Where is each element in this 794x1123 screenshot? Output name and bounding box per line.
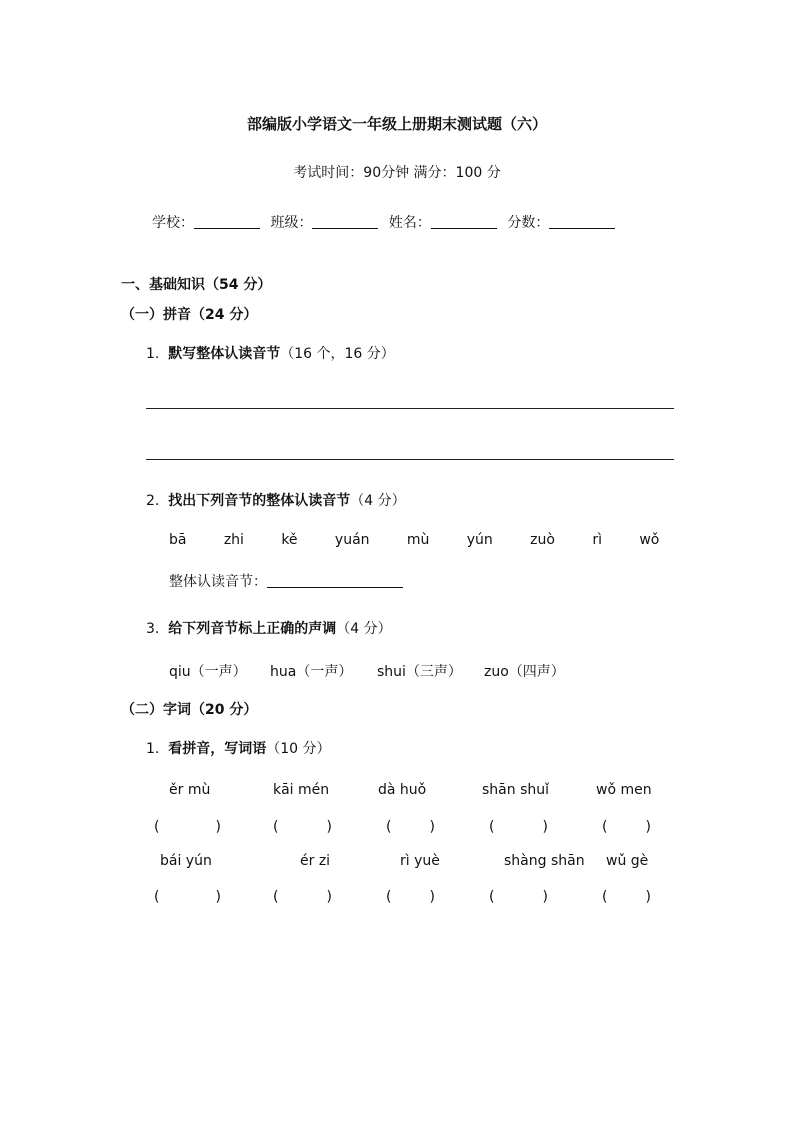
word-pinyin: bái yún [160, 853, 212, 869]
exam-meta: 考试时间：90分钟 满分：100 分 [293, 165, 501, 181]
syllable: yuán [334, 532, 370, 548]
document-title: 部编版小学语文一年级上册期末测试题（六） [246, 115, 547, 133]
pinyin: hua [270, 664, 297, 680]
question-number: 1. [146, 741, 160, 757]
syllable: bā [169, 532, 187, 548]
question-1 [146, 343, 395, 363]
score-label: 分数： [507, 215, 550, 231]
word-pinyin: wǔ gè [606, 853, 649, 869]
tone-hint: （一声） [190, 664, 247, 680]
syllable: zuò [530, 532, 555, 548]
syllable: zhi [223, 532, 244, 548]
question-3 [146, 618, 392, 638]
pinyin: zuo [484, 664, 509, 680]
answer-line-2[interactable] [146, 459, 674, 460]
answer-label: 整体认读音节： [169, 574, 267, 590]
tone-hint: （一声） [296, 664, 353, 680]
word-pinyin: shān shuǐ [482, 782, 549, 798]
answer-row [169, 571, 403, 591]
tone-hint: （四声） [508, 664, 565, 680]
question-points: （16 个，16 分） [280, 346, 395, 362]
section-heading-basics: 一、基础知识（54 分） [121, 277, 272, 293]
syllable: rì [592, 532, 602, 548]
question-points: （10 分） [266, 741, 331, 757]
answer-box[interactable]: ( ) [273, 819, 332, 835]
answer-box[interactable]: ( ) [273, 889, 332, 905]
syllable: kě [281, 532, 298, 548]
word-pinyin: shàng shān [504, 853, 585, 869]
school-label: 学校： [152, 215, 194, 231]
tone-item [484, 661, 565, 681]
question-text: 给下列音节标上正确的声调 [168, 621, 337, 637]
tone-item [377, 661, 462, 681]
question-number: 2. [146, 493, 160, 509]
syllable-list [169, 532, 659, 548]
question-text: 默写整体认读音节 [168, 346, 281, 362]
subsection-pinyin: （一）拼音（24 分） [121, 307, 258, 323]
answer-box[interactable]: ( ) [154, 889, 221, 905]
word-pinyin: kāi mén [273, 782, 330, 798]
answer-line-1[interactable] [146, 408, 674, 409]
score-blank[interactable] [549, 214, 615, 229]
question-4 [146, 738, 331, 758]
syllable: wǒ [639, 532, 660, 548]
school-blank[interactable] [194, 214, 260, 229]
word-pinyin: wǒ men [596, 782, 652, 798]
class-label: 班级： [270, 215, 313, 231]
student-info-row [152, 212, 621, 232]
pinyin: shui [377, 664, 406, 680]
tone-item [169, 661, 247, 681]
name-label: 姓名： [388, 215, 431, 231]
answer-box[interactable]: ( ) [154, 819, 221, 835]
question-text: 看拼音，写词语 [168, 741, 267, 757]
class-blank[interactable] [312, 214, 378, 229]
syllable: mù [406, 532, 430, 548]
question-points: （4 分） [336, 621, 392, 637]
subsection-words: （二）字词（20 分） [121, 702, 258, 718]
answer-box[interactable]: ( ) [489, 819, 548, 835]
pinyin: qiu [169, 664, 191, 680]
question-points: （4 分） [350, 493, 406, 509]
question-number: 1. [146, 346, 160, 362]
answer-box[interactable]: ( ) [386, 889, 435, 905]
tone-hint: （三声） [405, 664, 462, 680]
tone-item [270, 661, 352, 681]
question-number: 3. [146, 621, 160, 637]
word-pinyin: rì yuè [400, 853, 440, 869]
name-blank[interactable] [431, 214, 497, 229]
question-2 [146, 490, 406, 510]
question-text: 找出下列音节的整体认读音节 [168, 493, 351, 509]
word-pinyin: dà huǒ [378, 782, 427, 798]
word-pinyin: ěr mù [169, 782, 211, 798]
answer-box[interactable]: ( ) [489, 889, 548, 905]
answer-blank[interactable] [267, 573, 403, 588]
answer-box[interactable]: ( ) [602, 819, 651, 835]
word-pinyin: ér zi [300, 853, 331, 869]
syllable: yún [466, 532, 493, 548]
answer-box[interactable]: ( ) [386, 819, 435, 835]
answer-box[interactable]: ( ) [602, 889, 651, 905]
